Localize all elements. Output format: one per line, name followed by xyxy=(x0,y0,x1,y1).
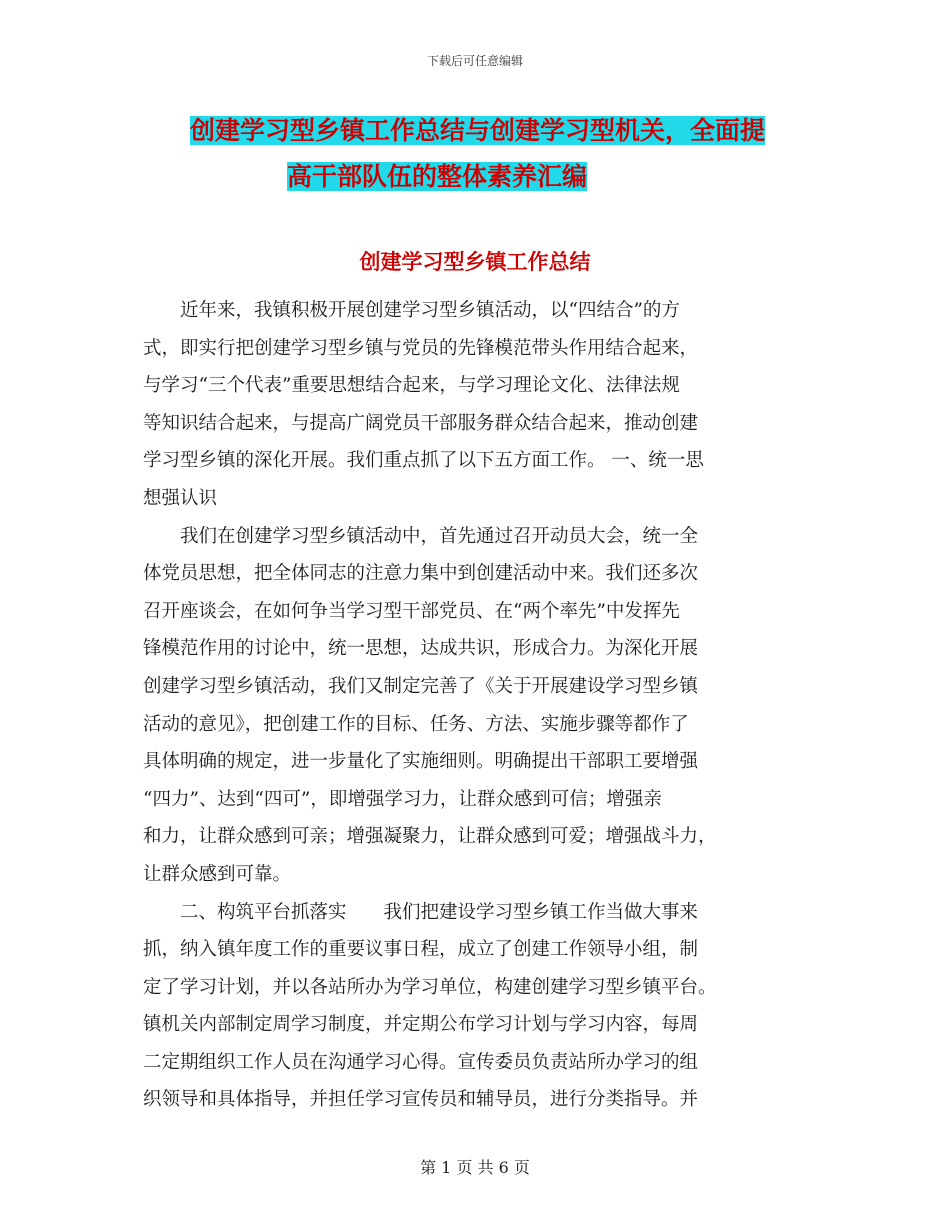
main-title-line-1: 创建学习型乡镇工作总结与创建学习型机关，全面提 xyxy=(190,116,766,145)
body-line: 定了学习计划，并以各站所办为学习单位，构建创建学习型乡镇平台。 xyxy=(143,976,717,998)
body-line: 召开座谈会，在如何争当学习型干部党员、在“两个率先”中发挥先 xyxy=(143,600,680,622)
main-title xyxy=(190,108,810,200)
body-line: 体党员思想，把全体同志的注意力集中到创建活动中来。我们还多次 xyxy=(143,563,699,585)
body-line: 镇机关内部制定周学习制度，并定期公布学习计划与学习内容，每周 xyxy=(143,1014,699,1036)
main-title-line-2: 高干部队伍的整体素养汇编 xyxy=(287,162,588,191)
body-line: 锋模范作用的讨论中，统一思想，达成共识，形成合力。为深化开展 xyxy=(143,638,699,660)
body-line: 与学习“三个代表”重要思想结合起来，与学习理论文化、法律法规 xyxy=(143,375,680,397)
body-line: 二定期组织工作人员在沟通学习心得。宣传委员负责站所办学习的组 xyxy=(143,1051,699,1073)
body-line: 抓，纳入镇年度工作的重要议事日程，成立了创建工作领导小组，制 xyxy=(143,939,699,961)
body-line: 织领导和具体指导，并担任学习宣传员和辅导员，进行分类指导。并 xyxy=(143,1089,699,1111)
page-footer: 第 1 页 共 6 页 xyxy=(420,1158,530,1177)
header-note: 下载后可任意编辑 xyxy=(426,54,523,68)
body-line: “四力”、达到“四可”，即增强学习力，让群众感到可信；增强亲 xyxy=(143,788,662,810)
body-line: 具体明确的规定，进一步量化了实施细则。明确提出干部职工要增强 xyxy=(143,751,699,773)
body-line: 活动的意见》，把创建工作的目标、任务、方法、实施步骤等都作了 xyxy=(143,713,689,735)
section-title: 创建学习型乡镇工作总结 xyxy=(359,250,591,274)
body-line: 想强认识 xyxy=(143,487,218,509)
body-line: 等知识结合起来，与提高广阔党员干部服务群众结合起来，推动创建 xyxy=(143,412,699,434)
body-line: 让群众感到可靠。 xyxy=(143,863,292,885)
body-text xyxy=(143,292,808,1119)
body-line: 二、构筑平台抓落实 我们把建设学习型乡镇工作当做大事来 xyxy=(143,901,699,923)
body-line: 学习型乡镇的深化开展。我们重点抓了以下五方面工作。 一、统一思 xyxy=(143,450,704,472)
body-line: 和力，让群众感到可亲；增强凝聚力，让群众感到可爱；增强战斗力， xyxy=(143,826,717,848)
body-line: 创建学习型乡镇活动，我们又制定完善了《关于开展建设学习型乡镇 xyxy=(143,675,699,697)
body-line: 式，即实行把创建学习型乡镇与党员的先锋模范带头作用结合起来， xyxy=(143,337,699,359)
body-line: 近年来，我镇积极开展创建学习型乡镇活动，以“四结合”的方 xyxy=(143,300,680,321)
body-line: 我们在创建学习型乡镇活动中，首先通过召开动员大会，统一全 xyxy=(143,525,699,547)
